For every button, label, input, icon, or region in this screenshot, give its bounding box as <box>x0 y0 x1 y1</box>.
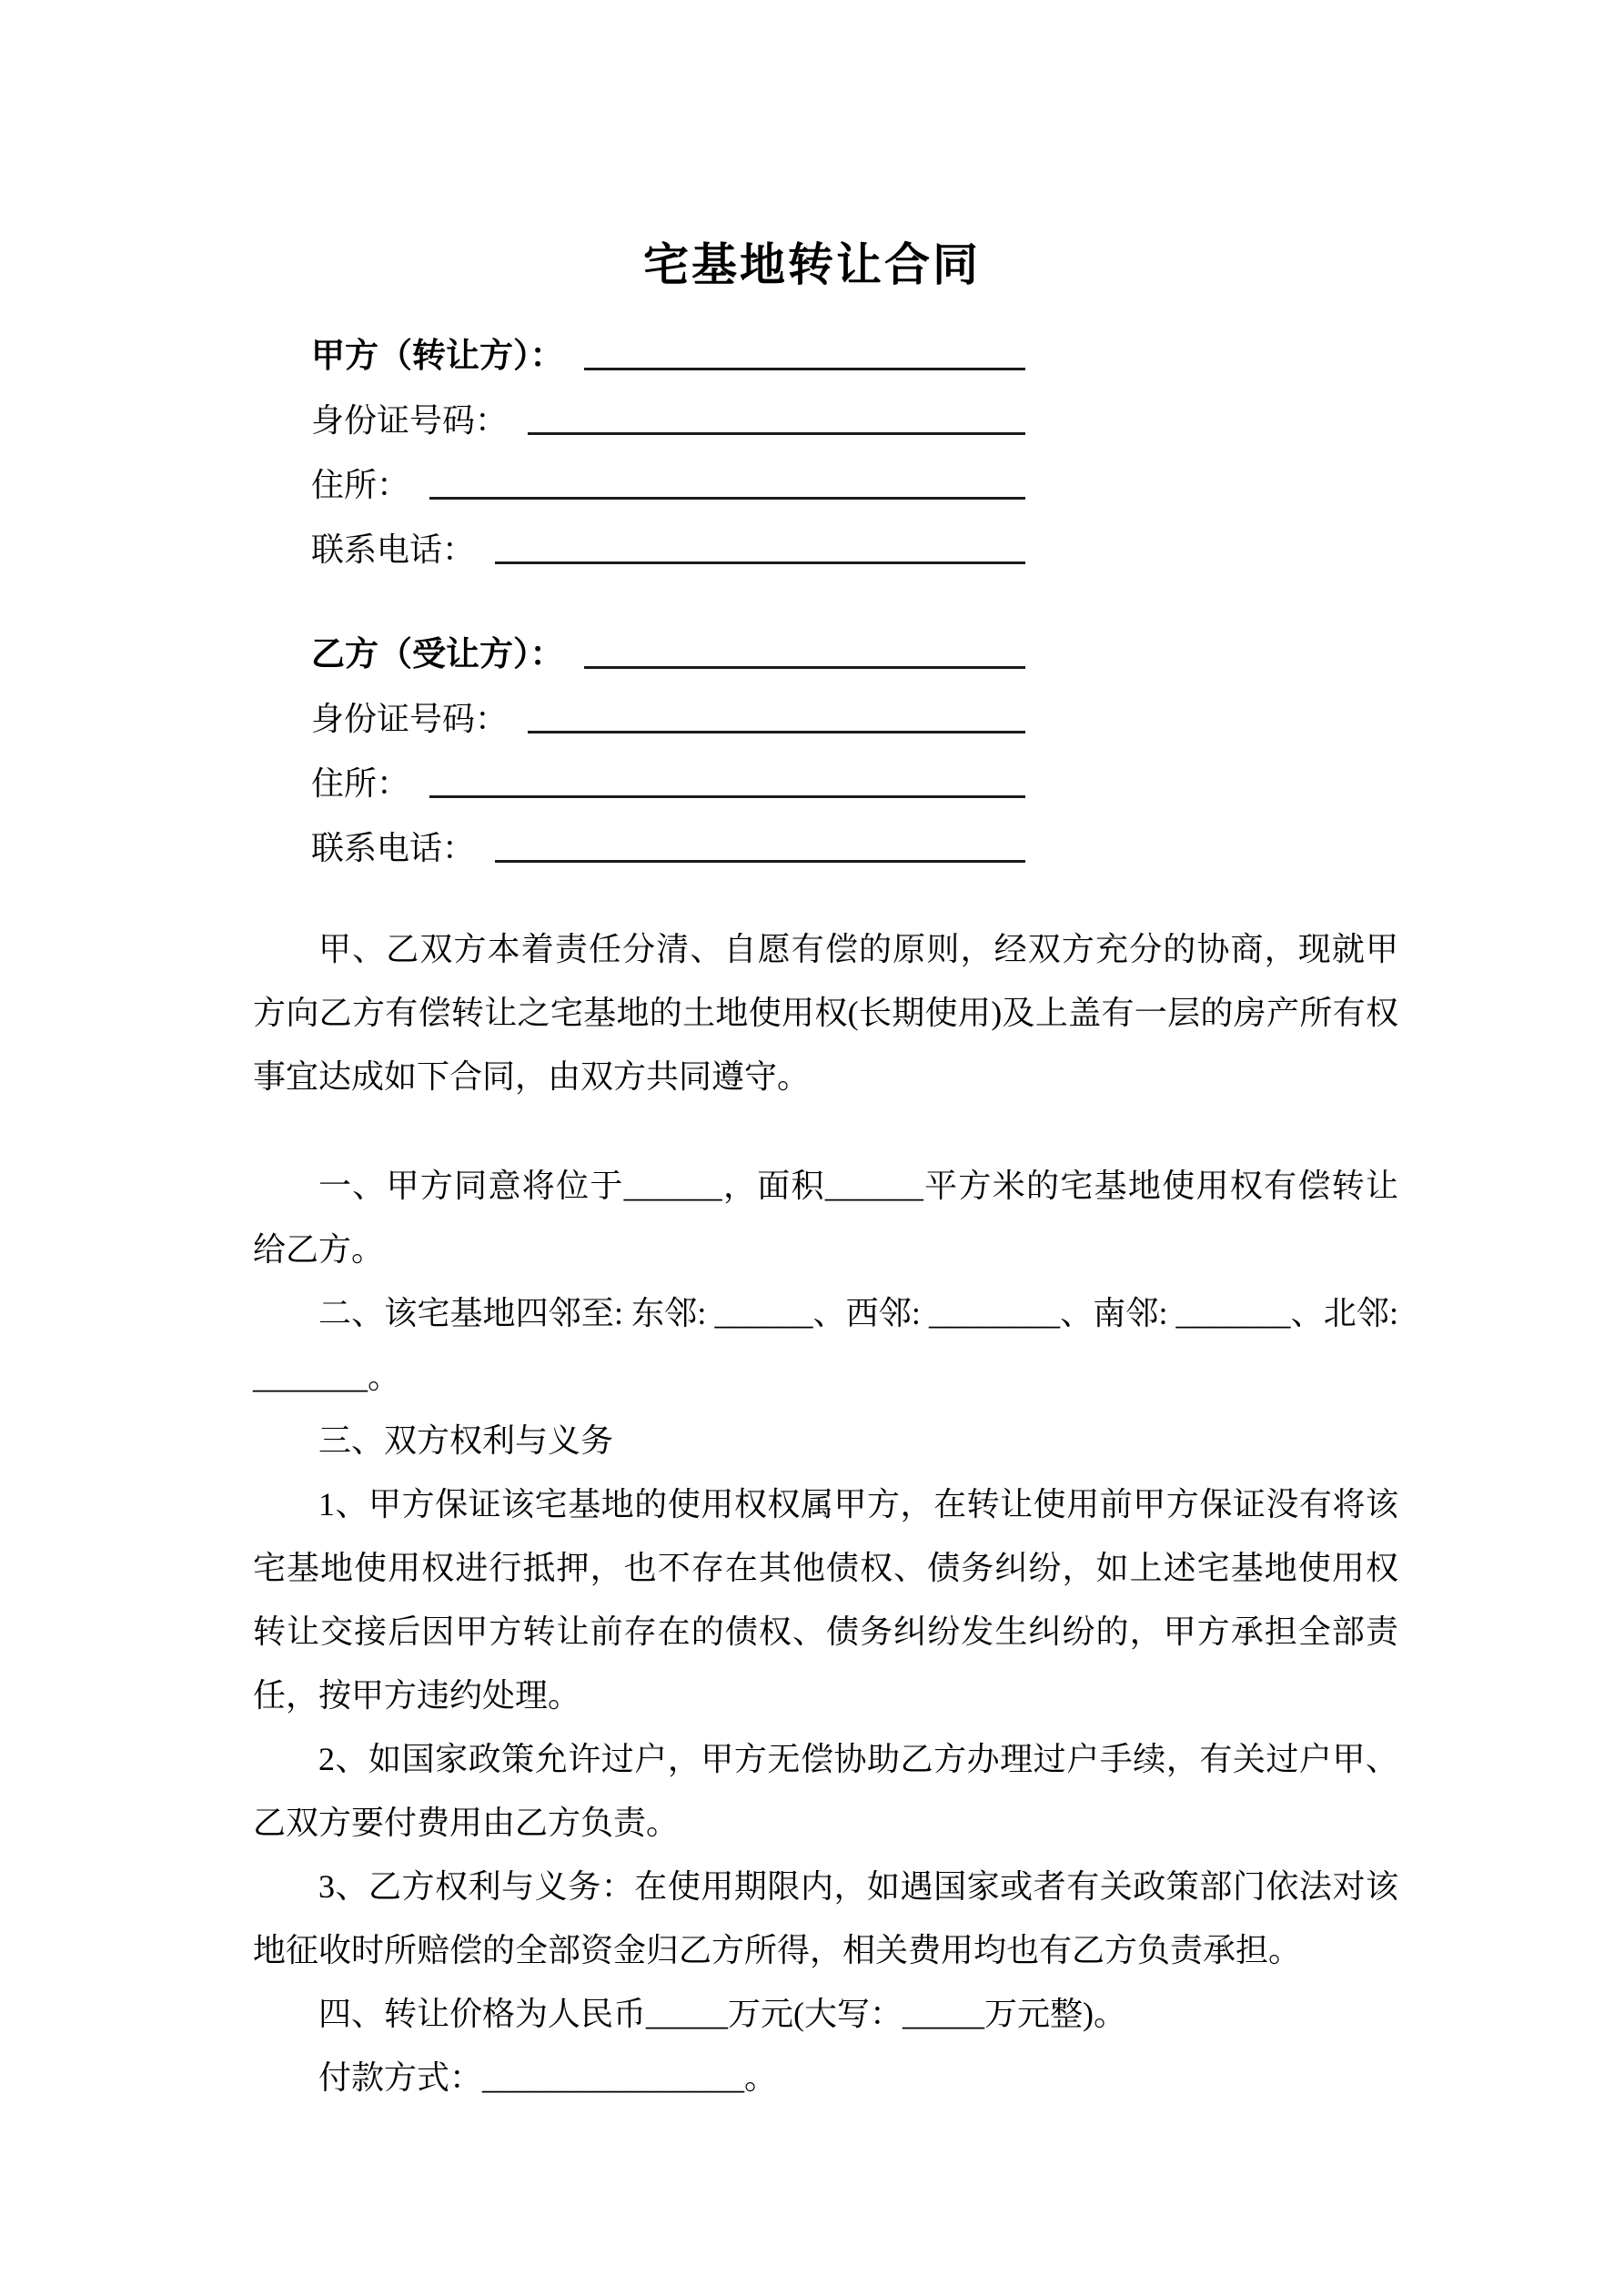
blank-line <box>429 497 1025 500</box>
field-line <box>311 619 1025 683</box>
clause-3-2: 2、如国家政策允许过户，甲方无偿协助乙方办理过户手续，有关过户甲、乙双方要付费用由乙方负责。 <box>253 1741 1398 1841</box>
field-line <box>311 748 1025 813</box>
clause-3-heading: 三、双方权利与义务 <box>318 1422 614 1459</box>
field-label: 住所： <box>311 467 410 503</box>
field-line <box>311 683 1025 748</box>
blank-line <box>495 860 1025 863</box>
preamble-block <box>253 917 1398 1108</box>
preamble-paragraph: 甲、乙双方本着责任分清、自愿有偿的原则，经双方充分的协商，现就甲方向乙方有偿转让之宅基地的土地使用权(长期使用)及上盖有一层的房产所有权事宜达成如下合同，由双方共同遵守。 <box>253 931 1398 1095</box>
clause-3-1: 1、甲方保证该宅基地的使用权权属甲方，在转让使用前甲方保证没有将该宅基地使用权进行抵押，也不存在其他债权、债务纠纷，如上述宅基地使用权转让交接后因甲方转让前存在的债权、债务纠纷发生纠纷的，甲方承担全部责任，按甲方违约处理。 <box>253 1486 1398 1714</box>
field-label: 乙方（受让方）： <box>311 635 564 673</box>
field-label: 甲方（转让方）： <box>311 337 564 374</box>
clause-3-3: 3、乙方权利与义务：在使用期限内，如遇国家或者有关政策部门依法对该地征收时所赔偿的全部资金归乙方所得，相关费用均也有乙方负责承担。 <box>253 1868 1398 1968</box>
field-line <box>311 450 1025 514</box>
field-label: 住所： <box>311 765 410 802</box>
field-line <box>311 813 1025 877</box>
clause-1: 一、甲方同意将位于______，面积______平方米的宅基地使用权有偿转让给乙方。 <box>253 1168 1398 1268</box>
clause-4: 四、转让价格为人民币_____万元(大写：_____万元整)。 <box>318 1996 1126 2032</box>
field-line <box>311 320 1025 385</box>
payment-method: 付款方式：________________。 <box>318 2059 778 2096</box>
field-line <box>311 385 1025 450</box>
party-a-section <box>311 320 1025 579</box>
blank-line <box>429 795 1025 798</box>
blank-line <box>584 666 1026 669</box>
blank-line <box>528 432 1025 435</box>
document-title: 宅基地转让合同 <box>643 239 981 290</box>
party-b-section <box>311 619 1025 877</box>
field-label: 身份证号码： <box>311 402 509 439</box>
blank-line <box>495 561 1025 564</box>
blank-line <box>584 368 1026 370</box>
clauses-section <box>253 1154 1398 2109</box>
field-label: 身份证号码： <box>311 701 509 737</box>
field-label: 联系电话： <box>311 830 476 866</box>
clause-2: 二、该宅基地四邻至: 东邻: ______、西邻: ________、南邻: _______、北邻: _______。 <box>253 1295 1398 1395</box>
blank-line <box>528 731 1025 733</box>
field-label: 联系电话： <box>311 531 476 568</box>
field-line <box>311 514 1025 579</box>
